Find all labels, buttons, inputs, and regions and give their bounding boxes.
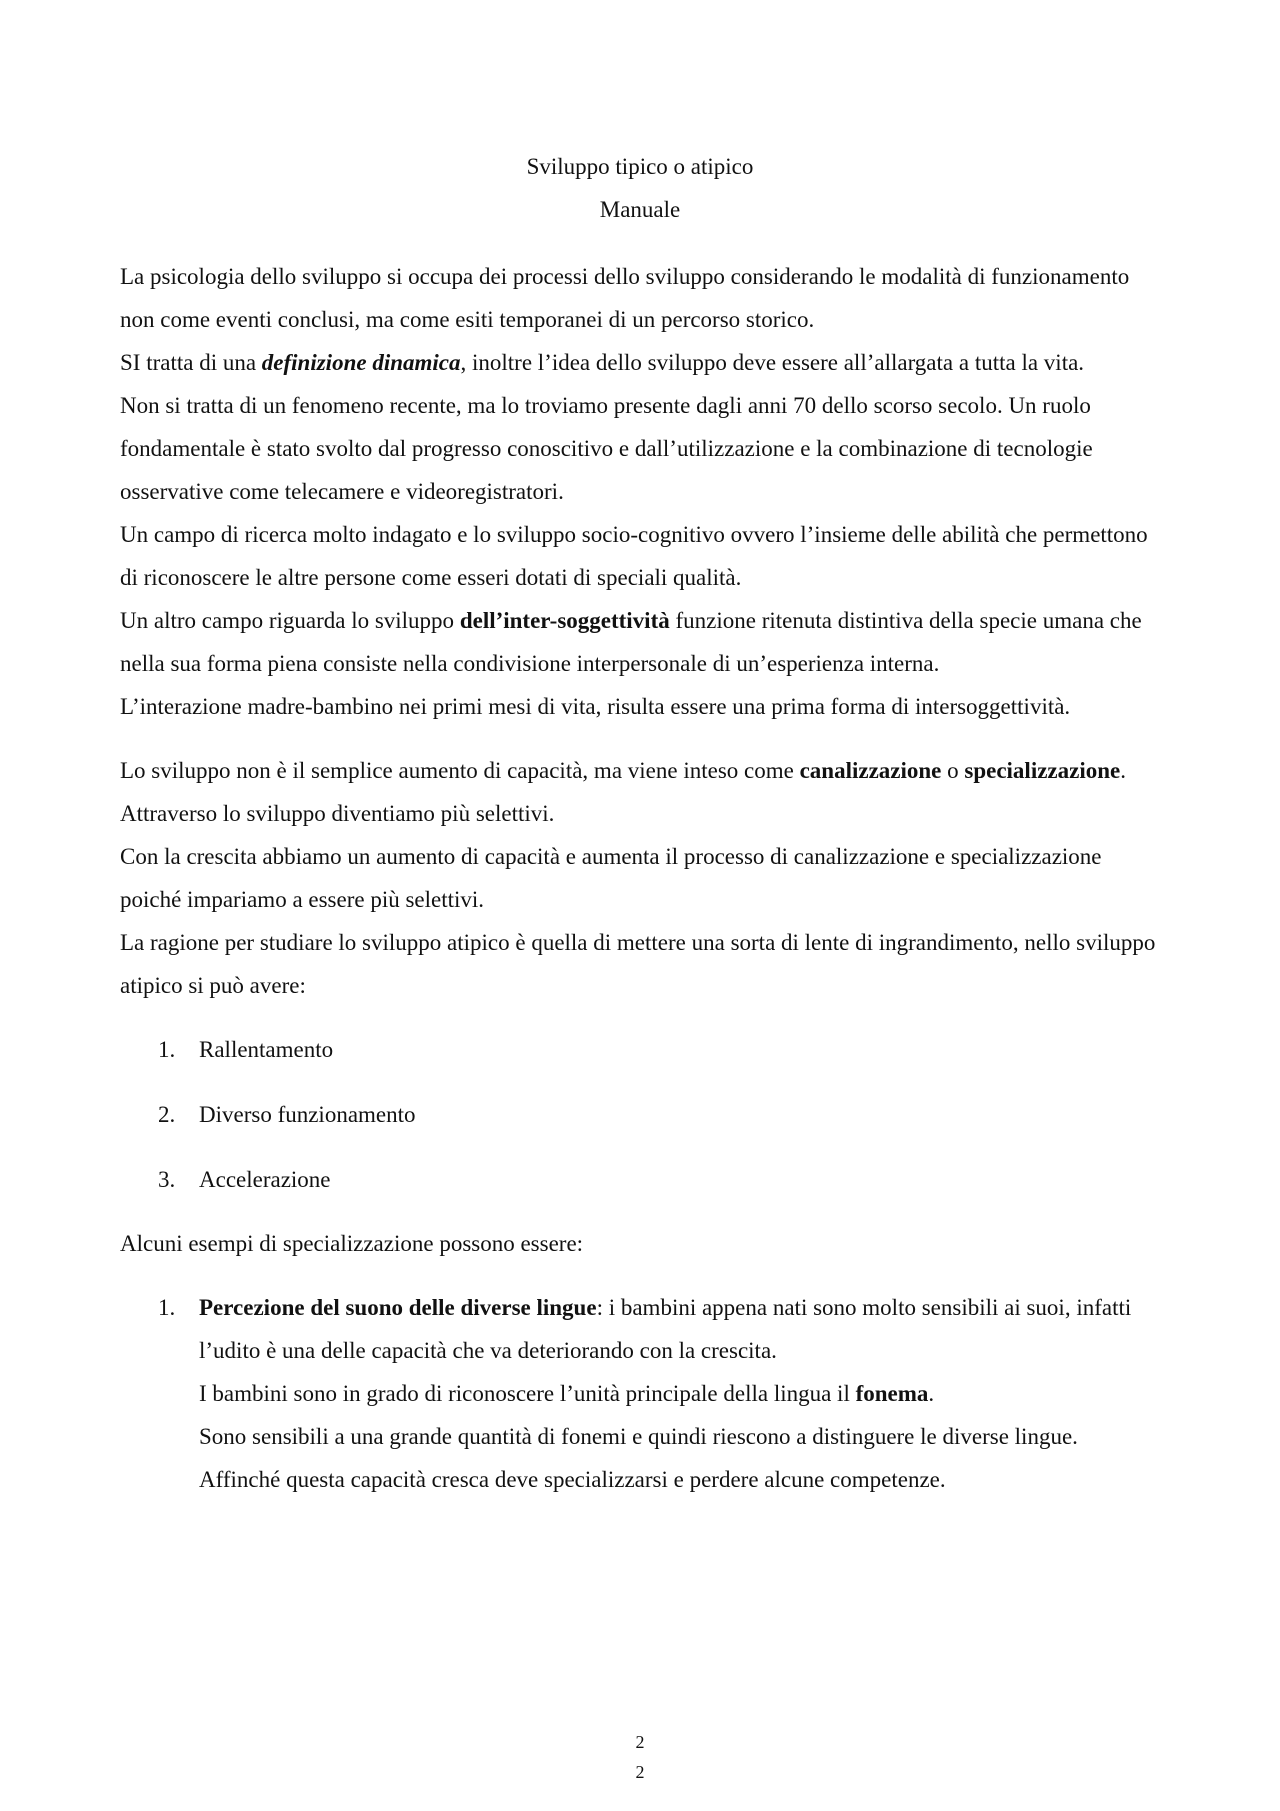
list-item: 1. Rallentamento: [158, 1037, 334, 1062]
term-canalizzazione: canalizzazione: [799, 758, 942, 783]
document-subtitle: Manuale: [599, 197, 681, 222]
atypical-development-list: [120, 1028, 1160, 1201]
paragraph-6: L’interazione madre-bambino nei primi mesi di vita, risulta essere una prima forma di intersoggettività.: [120, 694, 1071, 719]
paragraph-3: Non si tratta di un fenomeno recente, ma lo troviamo presente dagli anni 70 dello scorso secolo. Un ruolo fondamentale è stato svolto dal progresso conoscitivo e dall’utilizzazione e la combinazione di tecnologie osservative come telecamere e videoregistratori.: [120, 393, 1093, 504]
term-definizione-dinamica: definizione dinamica: [261, 350, 461, 375]
page-number-secondary: 2: [635, 1762, 645, 1782]
term-specializzazione: specializzazione: [964, 758, 1121, 783]
document-title: Sviluppo tipico o atipico: [526, 154, 754, 179]
term-intersoggettivita: dell’inter-soggettività: [459, 608, 670, 633]
paragraph-1: La psicologia dello sviluppo si occupa dei processi dello sviluppo considerando le modalità di funzionamento non come eventi conclusi, ma come esiti temporanei di un percorso storico.: [120, 264, 1130, 332]
paragraph-4: Un campo di ricerca molto indagato e lo sviluppo socio-cognitivo ovvero l’insieme delle abilità che permettono di riconoscere le altre persone come esseri dotati di speciali qualità.: [120, 522, 1148, 590]
list-item: 3. Accelerazione: [158, 1167, 331, 1192]
specialization-examples-list: [120, 1286, 1160, 1501]
paragraph-7: Lo sviluppo non è il semplice aumento di capacità, ma viene inteso come canalizzazione o specializzazione. Attraverso lo sviluppo diventiamo più selettivi.: [120, 758, 1126, 826]
page-number: 2: [635, 1732, 645, 1752]
paragraph-2: SI tratta di una definizione dinamica, inoltre l’idea dello sviluppo deve essere all’allargata a tutta la vita.: [120, 350, 1085, 375]
term-percezione-suono: Percezione del suono delle diverse lingue: [199, 1295, 597, 1320]
paragraph-9: La ragione per studiare lo sviluppo atipico è quella di mettere una sorta di lente di ingrandimento, nello sviluppo atipico si può avere:: [120, 930, 1156, 998]
term-fonema: fonema: [855, 1381, 929, 1406]
list-item: 1. Percezione del suono delle diverse lingue: i bambini appena nati sono molto sensibili ai suoi, infatti l’udito è una delle capacità che va deteriorando con la crescita. I bambini sono in grado di riconoscere l’unità principale della lingua il fonema. Sono sensibili a una grande quantità di fonemi e quindi riescono a distinguere le diverse lingue. Affinché questa capacità cresca deve specializzarsi e perdere alcune competenze.: [158, 1295, 1132, 1492]
document-body: [120, 255, 1160, 1501]
paragraph-10: Alcuni esempi di specializzazione possono essere:: [120, 1231, 584, 1256]
paragraph-5: Un altro campo riguarda lo sviluppo dell’inter-soggettività funzione ritenuta distintiva della specie umana che nella sua forma piena consiste nella condivisione interpersonale di un’esperienza interna.: [120, 608, 1142, 676]
list-item: 2. Diverso funzionamento: [158, 1102, 416, 1127]
paragraph-8: Con la crescita abbiamo un aumento di capacità e aumenta il processo di canalizzazione e specializzazione poiché impariamo a essere più selettivi.: [120, 844, 1102, 912]
